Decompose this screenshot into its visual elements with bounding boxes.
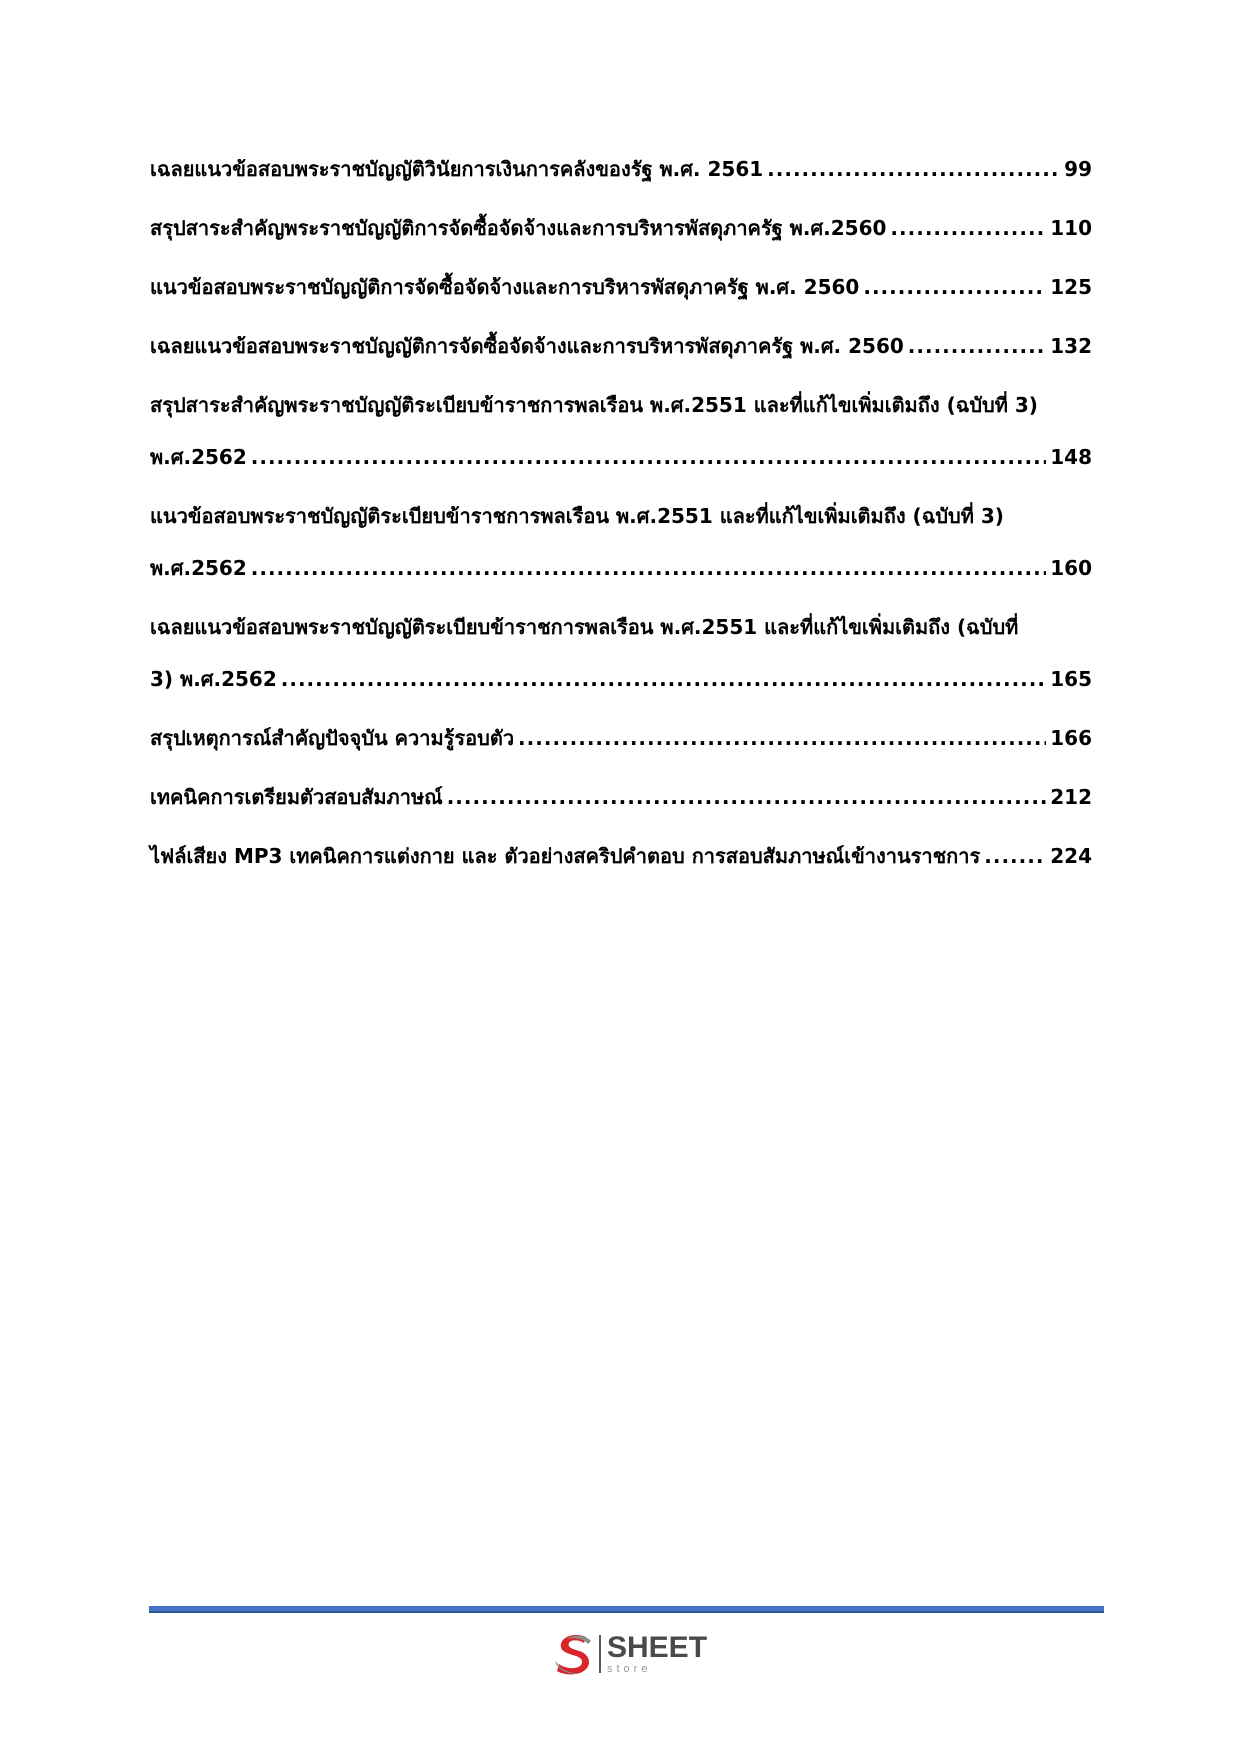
toc-entry	[150, 839, 1092, 873]
toc-entry-title: แนวข้อสอบพระราชบัญญัติระเบียบข้าราชการพลเรือน พ.ศ.2551 และที่แก้ไขเพิ่มเติมถึง (ฉบับที่ 3)	[150, 504, 1004, 528]
toc-line	[150, 662, 1092, 696]
logo-subtext: store	[607, 1663, 652, 1675]
toc-leader-dots	[984, 839, 1046, 873]
sheet-store-s-icon	[553, 1631, 595, 1677]
toc-line	[150, 610, 1092, 644]
toc-leader-dots	[908, 329, 1046, 363]
footer-rule	[149, 1606, 1104, 1613]
toc-leader-dots	[767, 152, 1060, 186]
toc-entry	[150, 499, 1092, 585]
toc-line	[150, 551, 1092, 585]
toc-line	[150, 780, 1092, 814]
toc-entry-title: สรุปเหตุการณ์สำคัญปัจจุบัน ความรู้รอบตัว	[150, 726, 515, 750]
toc-page-number: 166	[1050, 726, 1092, 750]
toc-entry	[150, 211, 1092, 245]
toc-line	[150, 440, 1092, 474]
toc-entry-title: เฉลยแนวข้อสอบพระราชบัญญัติวินัยการเงินการคลังของรัฐ พ.ศ. 2561	[150, 157, 764, 181]
toc-leader-dots	[281, 662, 1046, 696]
toc-entry-title: แนวข้อสอบพระราชบัญญัติการจัดซื้อจัดจ้างและการบริหารพัสดุภาครัฐ พ.ศ. 2560	[150, 275, 860, 299]
toc-leader-dots	[518, 721, 1046, 755]
toc-entry-title: พ.ศ.2562	[150, 445, 247, 469]
toc-entry	[150, 721, 1092, 755]
toc-page-number: 160	[1050, 556, 1092, 580]
logo-text	[607, 1633, 707, 1675]
toc-leader-dots	[890, 211, 1046, 245]
toc-leader-dots	[863, 270, 1046, 304]
toc-line	[150, 211, 1092, 245]
toc-line	[150, 329, 1092, 363]
toc-entry-title: 3) พ.ศ.2562	[150, 667, 277, 691]
toc-page-number: 212	[1050, 785, 1092, 809]
toc-line	[150, 388, 1092, 422]
sheet-store-logo	[553, 1629, 723, 1679]
toc-entry-title: เทคนิคการเตรียมตัวสอบสัมภาษณ์	[150, 785, 443, 809]
toc-line	[150, 152, 1092, 186]
toc-page-number: 165	[1050, 667, 1092, 691]
toc-line	[150, 839, 1092, 873]
toc-entry-title: เฉลยแนวข้อสอบพระราชบัญญัติระเบียบข้าราชการพลเรือน พ.ศ.2551 และที่แก้ไขเพิ่มเติมถึง (ฉบับที่	[150, 615, 1019, 639]
toc-entry	[150, 610, 1092, 696]
toc-leader-dots	[447, 780, 1047, 814]
toc-line	[150, 499, 1092, 533]
toc-entry	[150, 388, 1092, 474]
toc-line	[150, 721, 1092, 755]
toc-entry	[150, 152, 1092, 186]
toc-line	[150, 270, 1092, 304]
toc-leader-dots	[251, 440, 1047, 474]
toc-entry-title: พ.ศ.2562	[150, 556, 247, 580]
toc-page-number: 224	[1050, 844, 1092, 868]
logo-separator	[599, 1635, 601, 1673]
toc-page-number: 125	[1050, 275, 1092, 299]
toc-entry	[150, 329, 1092, 363]
toc-page-number: 148	[1050, 445, 1092, 469]
toc-entry-title: สรุปสาระสำคัญพระราชบัญญัติระเบียบข้าราชการพลเรือน พ.ศ.2551 และที่แก้ไขเพิ่มเติมถึง (ฉบับที่ 3)	[150, 393, 1038, 417]
toc-entry-title: เฉลยแนวข้อสอบพระราชบัญญัติการจัดซื้อจัดจ้างและการบริหารพัสดุภาครัฐ พ.ศ. 2560	[150, 334, 904, 358]
table-of-contents	[150, 152, 1092, 898]
toc-entry	[150, 780, 1092, 814]
toc-entry	[150, 270, 1092, 304]
toc-page-number: 99	[1064, 157, 1092, 181]
logo-word: SHEET	[607, 1631, 708, 1664]
toc-entry-title: สรุปสาระสำคัญพระราชบัญญัติการจัดซื้อจัดจ้างและการบริหารพัสดุภาครัฐ พ.ศ.2560	[150, 216, 887, 240]
toc-leader-dots	[251, 551, 1047, 585]
toc-page-number: 132	[1050, 334, 1092, 358]
toc-page-number: 110	[1050, 216, 1092, 240]
toc-entry-title: ไฟล์เสียง MP3 เทคนิคการแต่งกาย และ ตัวอย่างสคริปคำตอบ การสอบสัมภาษณ์เข้างานราชการ	[150, 844, 981, 868]
